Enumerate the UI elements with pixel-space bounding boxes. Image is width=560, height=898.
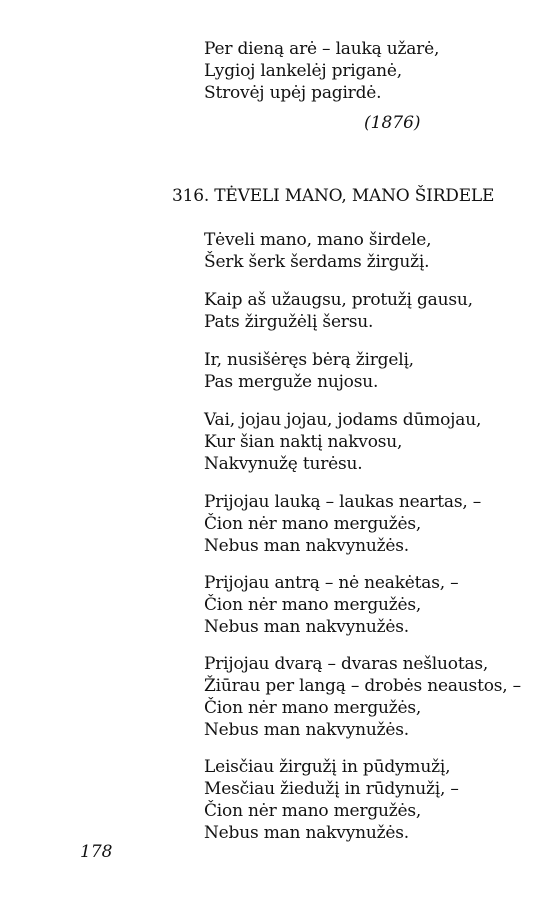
- stanza-2-line-2: Pats žirgužėlį šersu.: [204, 312, 374, 332]
- stanza-7-line-2: Žiūrau per langą – drobės neaustos, –: [204, 676, 521, 696]
- stanza-4-line-2: Kur šian naktį nakvosu,: [204, 432, 403, 452]
- stanza-2-line-1: Kaip aš užaugsu, protužį gausu,: [204, 290, 473, 310]
- top-stanza-line-2: Lygioj lankelėj priganė,: [204, 61, 402, 81]
- stanza-4-line-3: Nakvynužę turėsu.: [204, 454, 363, 474]
- stanza-3-line-2: Pas merguže nujosu.: [204, 372, 379, 392]
- stanza-8-line-2: Mesčiau žiedužį in rūdynužį, –: [204, 779, 459, 799]
- top-stanza-line-1: Per dieną arė – lauką užarė,: [204, 39, 440, 59]
- stanza-3-line-1: Ir, nusišėręs bėrą žirgelį,: [204, 350, 414, 370]
- stanza-7-line-3: Čion nėr mano mergužės,: [204, 698, 422, 718]
- stanza-5-line-1: Prijojau lauką – laukas neartas, –: [204, 492, 482, 512]
- stanza-1-line-2: Šerk šerk šerdams žirgužį.: [204, 252, 430, 272]
- song-date: (1876): [364, 113, 421, 133]
- stanza-8-line-3: Čion nėr mano mergužės,: [204, 801, 422, 821]
- stanza-7-line-4: Nebus man nakvynužės.: [204, 720, 409, 740]
- stanza-6-line-2: Čion nėr mano mergužės,: [204, 595, 422, 615]
- page-number: 178: [80, 842, 113, 862]
- song-title: TĖVELI MANO, MANO ŠIRDELE: [214, 186, 495, 206]
- stanza-5-line-2: Čion nėr mano mergužės,: [204, 514, 422, 534]
- stanza-4-line-1: Vai, jojau jojau, jodams dūmojau,: [204, 410, 482, 430]
- song-heading: [172, 186, 494, 206]
- stanza-5-line-3: Nebus man nakvynužės.: [204, 536, 409, 556]
- stanza-7-line-1: Prijojau dvarą – dvaras nešluotas,: [204, 654, 489, 674]
- stanza-8-line-1: Leisčiau žirgužį in pūdymužį,: [204, 757, 451, 777]
- stanza-6-line-3: Nebus man nakvynužės.: [204, 617, 409, 637]
- stanza-6-line-1: Prijojau antrą – nė neakėtas, –: [204, 573, 459, 593]
- stanza-8-line-4: Nebus man nakvynužės.: [204, 823, 409, 843]
- top-stanza-line-3: Strovėj upėj pagirdė.: [204, 83, 382, 103]
- stanza-1-line-1: Tėveli mano, mano širdele,: [204, 230, 432, 250]
- song-number: 316.: [172, 186, 210, 206]
